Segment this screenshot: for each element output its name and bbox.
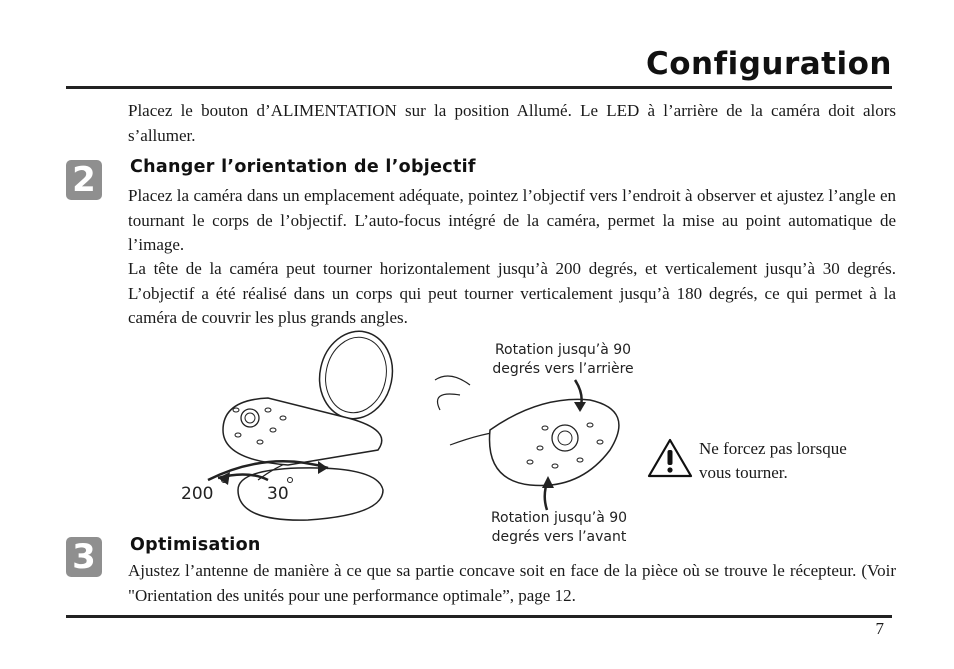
degree-horizontal-label: 200 (181, 484, 214, 504)
camera-head-illustration (430, 370, 630, 520)
camera-base-illustration (178, 330, 418, 530)
caption-rotation-back-line1: Rotation jusqu’à 90 (494, 342, 632, 358)
section-heading-optimisation: Optimisation (130, 535, 261, 555)
intro-paragraph: Placez le bouton d’ALIMENTATION sur la position Allumé. Le LED à l’arrière de la caméra doit alors s’allumer. (128, 101, 896, 145)
section-paragraph-orientation-1: Placez la caméra dans un emplacement adéquate, pointez l’objectif vers l’endroit à observer et ajustez l’angle en tournant le corps de l’objectif. L’auto-focus intégré de la caméra, permet la mise au point automatique de l’image. (128, 186, 896, 254)
section-heading-orientation: Changer l’orientation de l’objectif (130, 157, 476, 177)
step-number-3: 3 (66, 537, 102, 577)
warning-triangle-icon (647, 438, 693, 478)
caption-rotation-front-line2: degrés vers l’avant (491, 529, 627, 545)
step-number-2: 2 (66, 160, 102, 200)
warning-text (699, 437, 847, 485)
caption-rotation-front-line1: Rotation jusqu’à 90 (490, 510, 628, 526)
warning-text-line2: vous tourner. (699, 463, 788, 482)
section-paragraph-optimisation: Ajustez l’antenne de manière à ce que sa partie concave soit en face de la pièce où se trouve le récepteur. (Voir "Orientation des unités pour une performance optimale”, page 12. (128, 561, 896, 605)
page-title: Configuration (645, 46, 892, 82)
caption-rotation-front (474, 509, 644, 547)
section-paragraph-orientation-2: La tête de la caméra peut tourner horizontalement jusqu’à 200 degrés, et verticalement jusqu’à 30 degrés. L’objectif a été réalisé dans un corps qui peut tourner verticalement jusqu’à 180 degrés, ce qui permet à la caméra de couvrir les plus grands angles. (128, 259, 896, 327)
degree-vertical-label: 30 (267, 484, 289, 504)
page-number: 7 (875, 619, 884, 638)
header-rule (66, 86, 892, 89)
footer-rule (66, 615, 892, 618)
caption-rotation-back-line2: degrés vers l’arrière (492, 361, 634, 377)
caption-rotation-back (478, 341, 648, 379)
warning-text-line1: Ne forcez pas lorsque (699, 439, 847, 458)
